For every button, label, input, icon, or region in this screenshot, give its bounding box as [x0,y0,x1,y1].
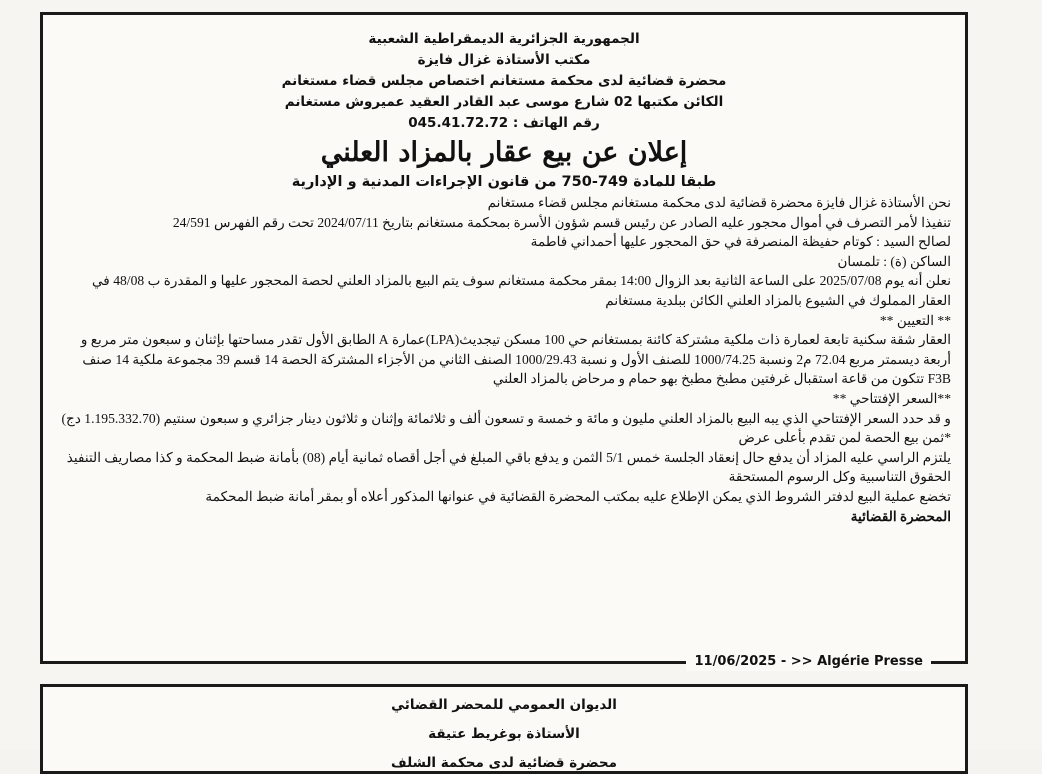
second-notice-bailiff: الأستاذة بوغريط عتيقة [428,726,580,742]
second-notice-office: الديوان العمومي للمحضر القضائي [391,697,617,713]
republic-name: الجمهورية الجزائرية الديمقراطية الشعبية [368,31,640,47]
paragraph-residence: الساكن (ة) : تلمسان [837,253,951,269]
office-address: الكائن مكتبها 02 شارع موسى عبد القادر العقيد عميروش مستغانم [284,94,724,110]
paragraph-conditions: تخضع عملية البيع لدفتر الشروط الذي يمكن الإطلاع عليه بمكتب المحضرة القضائية في عنوانها المذكور أعلاه أو بمقر أمانة ضبط المحكمة [205,488,951,504]
notice-header [43,15,965,134]
office-name: مكتب الأستاذة غزال فايزة [417,52,591,68]
heading-opening-price: **السعر الإفتتاحي ** [832,390,951,406]
paragraph-sale-date: نعلن أنه يوم 2025/07/08 على الساعة الثانية بعد الزوال 14:00 بمقر محكمة مستغانم سوف يتم البيع بالمزاد العلني لحصة المحجور عليها و المقدرة ب 48/08 في العقار المملوك في الشيوع بالمزاد العلني الكائن ببلدية مستغانم [91,273,951,308]
notice-body [43,193,965,526]
paragraph-order: تنفيذا لأمر التصرف في أموال محجور عليه الصادر عن رئيس قسم شؤون الأسرة بمحكمة مستغانم بتاريخ 2024/07/11 تحت رقم الفهرس 24/591 [172,214,951,230]
paragraph-price: و قد حدد السعر الإفتتاحي الذي يبه البيع بالمزاد العلني مليون و مائة و خمسة و تسعون ألف و ثلاثمائة وإثنان و ثلاثون دينار جزائري و سبعون سنتيم (1.195.332.70 دج) [61,410,951,426]
office-phone: رقم الهاتف : 045.41.72.72 [408,115,600,131]
paragraph-highest-bid: *ثمن بيع الحصة لمن تقدم بأعلى عرض [738,430,951,446]
bailiff-jurisdiction: محضرة قضائية لدى محكمة مستغانم اختصاص مجلس قضاء مستغانم [281,73,727,89]
heading-designation: ** التعيين ** [879,312,951,328]
paragraph-property: العقار شقة سكنية تابعة لعمارة ذات ملكية مشتركة كائنة بمستغانم حي 100 مسكن تيجديث(LPA)عمارة A الطابق الأول تقدر مساحتها بإثنان و سبعون متر مربع و أربعة ديسمتر مربع 72.04 م2 ونسبة 1000/74.25 للصنف الأول و نسبة 1000/29.43 الصنف الثاني من الأجزاء المشتركة الحصة 14 قسم 39 مجموعة ملكية 14 صنف F3B تتكون من قاعة استقبال غرفتين مطبخ مطبخ بهو حمام و مرحاض بالمزاد العلني [80,332,951,387]
notice-subtitle: طبقا للمادة 749-750 من قانون الإجراءات المدنية و الإدارية [291,174,717,190]
signature: المحضرة القضائية [850,508,951,524]
paragraph-beneficiary: لصالح السيد : كوتام حفيظة المنصرفة في حق المحجور عليها أحمداني فاطمة [530,234,951,250]
publication-caption: 11/06/2025 - >> Algérie Presse [686,653,931,671]
paragraph-intro: نحن الأستاذة غزال فايزة محضرة قضائية لدى محكمة مستغانم مجلس قضاء مستغانم [487,195,951,210]
auction-notice [40,12,968,669]
paragraph-payment: يلتزم الراسي عليه المزاد أن يدفع حال إنعقاد الجلسة خمس 5/1 الثمن و يدفع باقي المبلغ في أجل أقصاه ثمانية أيام (08) بأمانة ضبط المحكمة و كذا مصاريف التنفيذ الحقوق التناسبية وكل الرسوم المستحقة [66,449,951,485]
second-notice [40,684,968,774]
second-notice-jurisdiction: محضرة قضائية لدى محكمة الشلف [391,755,617,771]
notice-title: إعلان عن بيع عقار بالمزاد العلني [320,137,688,168]
